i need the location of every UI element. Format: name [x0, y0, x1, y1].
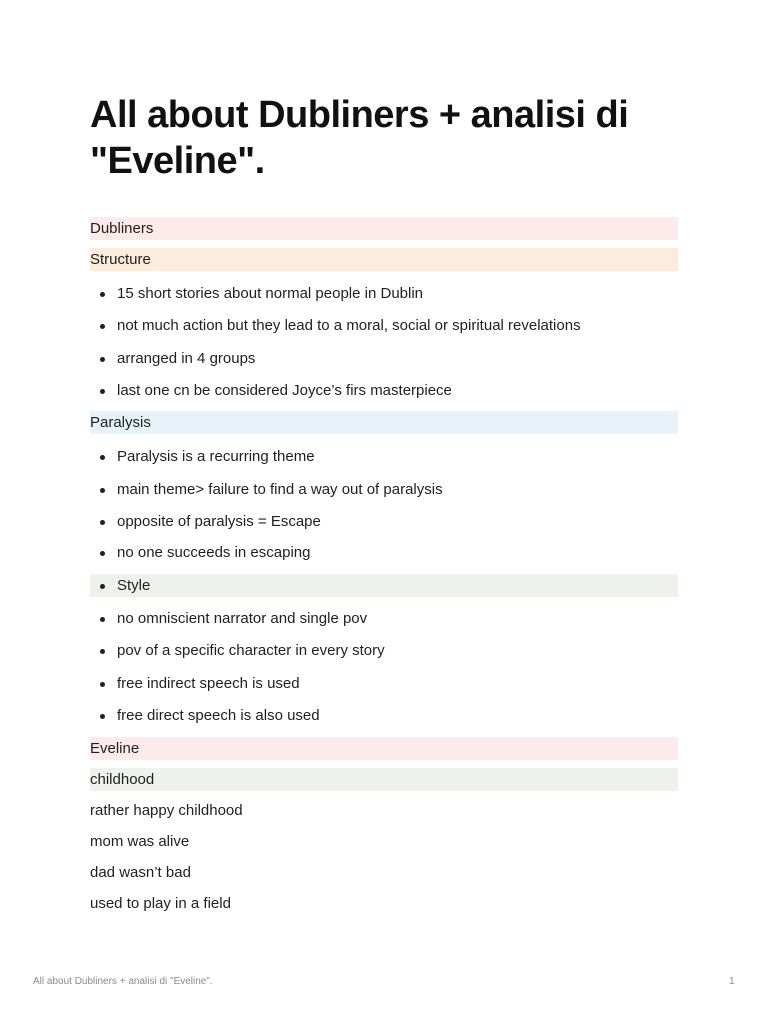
heading-dubliners [90, 217, 678, 240]
paragraph [90, 830, 678, 853]
list-item-text: no one succeeds in escaping [117, 544, 311, 561]
list-item-text: arranged in 4 groups [117, 350, 256, 367]
bullet-icon [100, 584, 105, 589]
list-item-text: main theme> failure to find a way out of paralysis [117, 481, 443, 498]
list-item [90, 672, 678, 695]
bullet-icon [100, 389, 105, 394]
list-item-text: free indirect speech is used [117, 675, 300, 692]
list-item [90, 510, 678, 533]
heading-structure-text: Structure [90, 251, 151, 268]
heading-paralysis-text: Paralysis [90, 414, 151, 431]
heading-childhood-text: childhood [90, 771, 155, 788]
paragraph-text: mom was alive [90, 833, 190, 850]
bullet-icon [100, 617, 105, 622]
bullet-icon [100, 357, 105, 362]
bullet-icon [100, 324, 105, 329]
paragraph [90, 799, 678, 822]
list-item [90, 314, 678, 337]
heading-eveline-text: Eveline [90, 740, 140, 757]
paragraph [90, 861, 678, 884]
page-title [90, 92, 690, 184]
list-item [90, 704, 678, 727]
list-item-text: opposite of paralysis = Escape [117, 513, 321, 530]
list-item-text: last one cn be considered Joyce’s firs masterpiece [117, 382, 452, 399]
bullet-icon [100, 455, 105, 460]
paragraph-text: dad wasn’t bad [90, 864, 191, 881]
footer-page-number: 1 [729, 976, 735, 987]
bullet-icon [100, 551, 105, 556]
page-title-line-2: "Eveline". [90, 140, 265, 182]
bullet-icon [100, 520, 105, 525]
paragraph-text: rather happy childhood [90, 802, 243, 819]
paragraph-text: used to play in a field [90, 895, 231, 912]
bullet-icon [100, 649, 105, 654]
heading-eveline [90, 737, 678, 760]
bullet-icon [100, 714, 105, 719]
list-item [90, 639, 678, 662]
list-item-text: pov of a specific character in every story [117, 642, 385, 659]
footer-doc-title: All about Dubliners + analisi di "Eveline". [33, 976, 213, 987]
list-item [90, 607, 678, 630]
heading-style [90, 574, 678, 597]
list-item-text: free direct speech is also used [117, 707, 320, 724]
bullet-icon [100, 488, 105, 493]
bullet-icon [100, 292, 105, 297]
list-item [90, 478, 678, 501]
list-item [90, 445, 678, 468]
heading-style-text: Style [117, 577, 151, 594]
heading-paralysis [90, 411, 678, 434]
list-item [90, 541, 678, 564]
heading-structure [90, 248, 678, 271]
list-item [90, 347, 678, 370]
heading-dubliners-text: Dubliners [90, 220, 154, 237]
list-item-text: Paralysis is a recurring theme [117, 448, 315, 465]
bullet-icon [100, 682, 105, 687]
list-item-text: not much action but they lead to a moral, social or spiritual revelations [117, 317, 581, 334]
page-title-line-1: All about Dubliners + analisi di [90, 94, 629, 136]
list-item-text: 15 short stories about normal people in Dublin [117, 285, 424, 302]
heading-childhood [90, 768, 678, 791]
list-item [90, 282, 678, 305]
paragraph [90, 892, 678, 915]
list-item [90, 379, 678, 402]
list-item-text: no omniscient narrator and single pov [117, 610, 368, 627]
